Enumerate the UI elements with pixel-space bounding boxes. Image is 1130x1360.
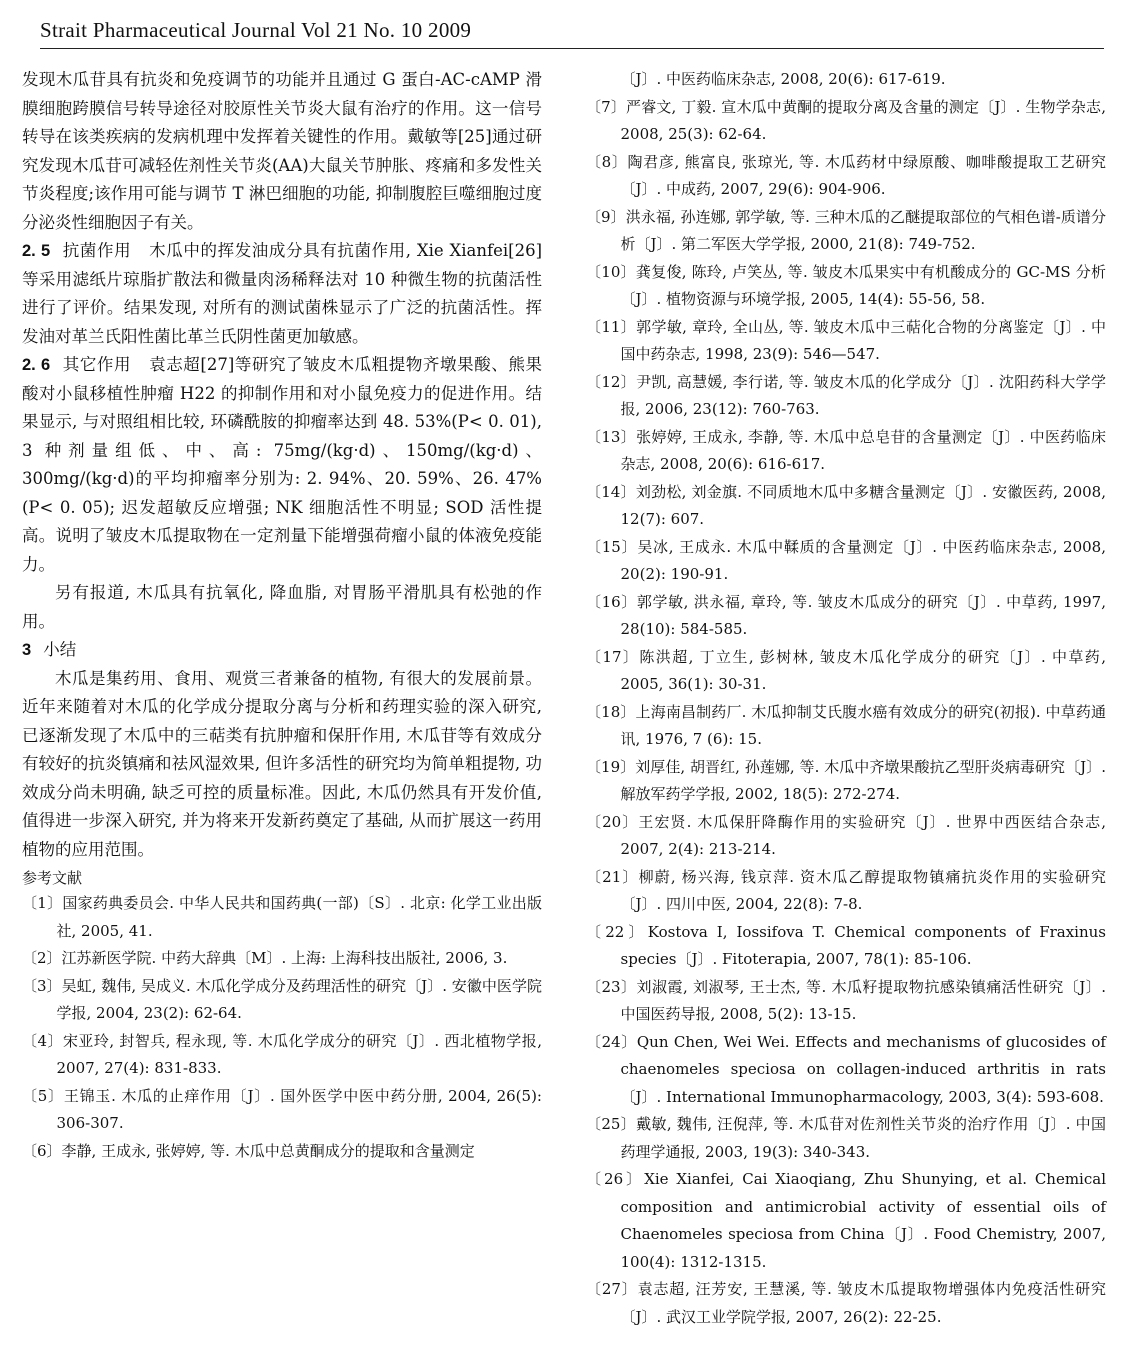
reference-item: 〔8〕陶君彦, 熊富良, 张琼光, 等. 木瓜药材中绿原酸、咖啡酸提取工艺研究〔J〕. 中成药, 2007, 29(6): 904-906.	[586, 152, 1106, 198]
summary-paragraph: 木瓜是集药用、食用、观赏三者兼备的植物, 有很大的发展前景。近年来随着对木瓜的化学成分提取分离与分析和药理实验的深入研究, 已逐渐发现了木瓜中的三萜类有抗肿瘤和保肝作用, 木瓜苷等有效成分有较好的抗炎镇痛和祛风湿效果, 但许多活性的研究均为简单粗提物, 功效成分尚未明确, 缺乏可控的质量标准。因此, 木瓜仍然具有开发价值, 值得进一步深入研究, 并为将来开发新药奠定了基础, 从而扩展这一药用植物的应用范围。	[22, 668, 542, 859]
reference-item: 〔13〕张婷婷, 王成永, 李静, 等. 木瓜中总皂苷的含量测定〔J〕. 中医药临床杂志, 2008, 20(6): 616-617.	[586, 427, 1106, 473]
reference-item: 〔26〕Xie Xianfei, Cai Xiaoqiang, Zhu Shunying, et al. Chemical composition and antimicrobial activity of essential oils of Chaenomeles speciosa from China〔J〕. Food Chemistry, 2007, 100(4): 1312-1315.	[586, 1170, 1106, 1271]
reference-item: 〔16〕郭学敏, 洪永福, 章玲, 等. 皱皮木瓜成分的研究〔J〕. 中草药, 1997, 28(10): 584-585.	[586, 592, 1106, 638]
reference-item: 〔20〕王宏贤. 木瓜保肝降酶作用的实验研究〔J〕. 世界中西医结合杂志, 2007, 2(4): 213-214.	[586, 812, 1106, 858]
reference-item: 〔12〕尹凯, 高慧媛, 李行诺, 等. 皱皮木瓜的化学成分〔J〕. 沈阳药科大学学报, 2006, 23(12): 760-763.	[586, 372, 1106, 418]
reference-item: 〔15〕吴冰, 王成永. 木瓜中鞣质的含量测定〔J〕. 中医药临床杂志, 2008, 20(2): 190-91.	[586, 537, 1106, 583]
intro-paragraph: 发现木瓜苷具有抗炎和免疫调节的功能并且通过 G 蛋白-AC-cAMP 滑膜细胞跨膜信号转导途径对胶原性关节炎大鼠有治疗的作用。这一信号转导在该类疾病的发病机理中发挥着关键性的作用。戴敏等[25]通过研究发现木瓜苷可减轻佐剂性关节炎(AA)大鼠关节肿胀、疼痛和多发性关节炎程度;该作用可能与调节 T 淋巴细胞的功能, 抑制腹腔巨噬细胞过度分泌炎性细胞因子有关。	[22, 70, 542, 232]
section-3-heading	[22, 636, 542, 665]
reference-item: 〔9〕洪永福, 孙连娜, 郭学敏, 等. 三种木瓜的乙醚提取部位的气相色谱-质谱分析〔J〕. 第二军医大学学报, 2000, 21(8): 749-752.	[586, 207, 1106, 253]
right-column	[586, 66, 1106, 1331]
reference-item: 〔11〕郭学敏, 章玲, 全山丛, 等. 皱皮木瓜中三萜化合物的分离鉴定〔J〕. 中国中药杂志, 1998, 23(9): 546—547.	[586, 317, 1106, 363]
reference-item: 〔27〕袁志超, 汪芳安, 王慧溪, 等. 皱皮木瓜提取物增强体内免疫活性研究〔J〕. 武汉工业学院学报, 2007, 26(2): 22-25.	[586, 1280, 1106, 1326]
reference-item: 〔21〕柳蔚, 杨兴海, 钱京萍. 资木瓜乙醇提取物镇痛抗炎作用的实验研究〔J〕. 四川中医, 2004, 22(8): 7-8.	[586, 867, 1106, 913]
reference-item: 〔10〕龚复俊, 陈玲, 卢笑丛, 等. 皱皮木瓜果实中有机酸成分的 GC-MS 分析〔J〕. 植物资源与环境学报, 2005, 14(4): 55-56, 58.	[586, 262, 1106, 308]
section-number: 2. 5	[22, 242, 51, 260]
section-2-6	[22, 351, 542, 579]
reference-item: 〔7〕严睿文, 丁毅. 宣木瓜中黄酮的提取分离及含量的测定〔J〕. 生物学杂志, 2008, 25(3): 62-64.	[586, 97, 1106, 143]
section-2-5	[22, 237, 542, 351]
reference-item: 〔5〕王锦玉. 木瓜的止痒作用〔J〕. 国外医学中医中药分册, 2004, 26(5): 306-307.	[22, 1086, 542, 1132]
running-header	[40, 14, 1104, 49]
reference-item: 〔17〕陈洪超, 丁立生, 彭树林, 皱皮木瓜化学成分的研究〔J〕. 中草药, 2005, 36(1): 30-31.	[586, 647, 1106, 693]
left-column	[22, 66, 542, 1165]
reference-continuation: 〔J〕. 中医药临床杂志, 2008, 20(6): 617-619.	[620, 70, 946, 88]
reference-item: 〔6〕李静, 王成永, 张婷婷, 等. 木瓜中总黄酮成分的提取和含量测定	[22, 1141, 475, 1160]
reference-item: 〔23〕刘淑霞, 刘淑琴, 王士杰, 等. 木瓜籽提取物抗感染镇痛活性研究〔J〕. 中国医药导报, 2008, 5(2): 13-15.	[586, 977, 1106, 1023]
reference-item: 〔25〕戴敏, 魏伟, 汪倪萍, 等. 木瓜苷对佐剂性关节炎的治疗作用〔J〕. 中国药理学通报, 2003, 19(3): 340-343.	[586, 1115, 1106, 1161]
journal-header-title: Strait Pharmaceutical Journal Vol 21 No. 10 2009	[40, 18, 472, 42]
section-number: 3	[22, 641, 32, 659]
other-effects-paragraph: 另有报道, 木瓜具有抗氧化, 降血脂, 对胃肠平滑肌具有松弛的作用。	[22, 583, 542, 631]
reference-item: 〔2〕江苏新医学院. 中药大辞典〔M〕. 上海: 上海科技出版社, 2006, 3.	[22, 949, 508, 967]
references-heading: 参考文献	[22, 869, 83, 887]
reference-item: 〔14〕刘劲松, 刘金旗. 不同质地木瓜中多糖含量测定〔J〕. 安徽医药, 2008, 12(7): 607.	[586, 482, 1106, 528]
section-title: 抗菌作用	[62, 241, 132, 260]
section-number: 2. 6	[22, 356, 51, 374]
reference-item: 〔1〕国家药典委员会. 中华人民共和国药典(一部)〔S〕. 北京: 化学工业出版社, 2005, 41.	[22, 894, 542, 940]
reference-item: 〔18〕上海南昌制药厂. 木瓜抑制艾氏腹水癌有效成分的研究(初报). 中草药通讯, 1976, 7 (6): 15.	[586, 702, 1106, 748]
section-title: 其它作用	[62, 355, 132, 374]
section-title: 小结	[43, 640, 77, 659]
reference-list-right	[586, 66, 1106, 1331]
section-text: 袁志超[27]等研究了皱皮木瓜粗提物齐墩果酸、熊果酸对小鼠移植性肿瘤 H22 的抑制作用和对小鼠免疫力的促进作用。结果显示, 与对照组相比较, 环磷酰胺的抑瘤率达到 48. 53%(P< 0. 01), 3 种剂量组低、中、高: 75mg/(kg·d)、150mg/(kg·d)、300mg/(kg·d)的平均抑瘤率分别为: 2. 94%、20. 59%、26. 47% (P< 0. 05); 迟发超敏反应增强; NK 细胞活性不明显; SOD 活性提高。说明了皱皮木瓜提取物在一定剂量下能增强荷瘤小鼠的体液免疫能力。	[22, 355, 542, 574]
reference-item: 〔3〕吴虹, 魏伟, 吴成义. 木瓜化学成分及药理活性的研究〔J〕. 安徽中医学院学报, 2004, 23(2): 62-64.	[22, 976, 542, 1022]
reference-item: 〔24〕Qun Chen, Wei Wei. Effects and mechanisms of glucosides of chaenomeles speciosa on collagen-induced arthritis in rats〔J〕. International Immunopharmacology, 2003, 3(4): 593-608.	[586, 1032, 1106, 1106]
reference-item: 〔4〕宋亚玲, 封智兵, 程永现, 等. 木瓜化学成分的研究〔J〕. 西北植物学报, 2007, 27(4): 831-833.	[22, 1031, 542, 1077]
reference-item: 〔22〕Kostova I, Iossifova T. Chemical components of Fraxinus species〔J〕. Fitoterapia, 2007, 78(1): 85-106.	[586, 922, 1106, 968]
section-text: 木瓜中的挥发油成分具有抗菌作用, Xie Xianfei[26]等采用滤纸片琼脂扩散法和微量肉汤稀释法对 10 种微生物的抗菌活性进行了评价。结果发现, 对所有的测试菌株显示了广泛的抗菌活性。挥发油对革兰氏阳性菌比革兰氏阴性菌更加敏感。	[22, 241, 543, 346]
reference-list-left	[22, 890, 542, 1165]
reference-item: 〔19〕刘厚佳, 胡晋红, 孙莲娜, 等. 木瓜中齐墩果酸抗乙型肝炎病毒研究〔J〕. 解放军药学学报, 2002, 18(5): 272-274.	[586, 757, 1106, 803]
